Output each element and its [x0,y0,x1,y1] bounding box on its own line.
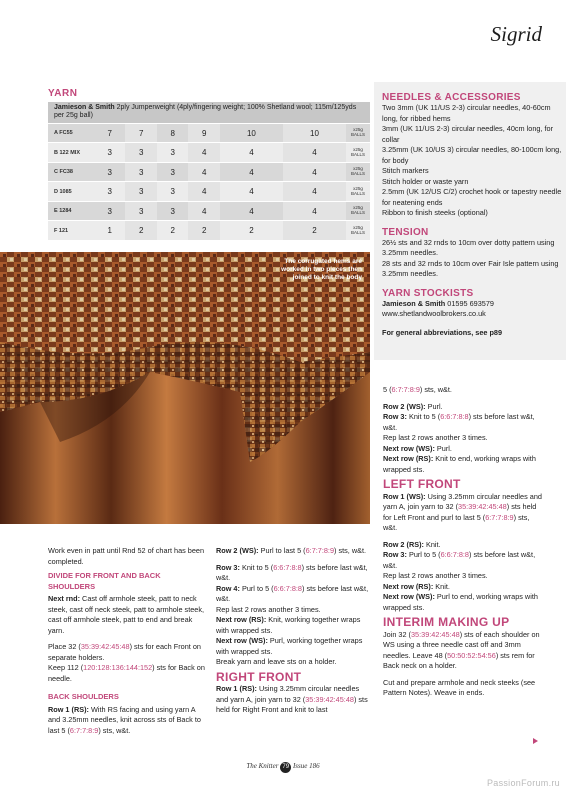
rf-row3-text: Row 3: Knit to 5 (6:6:7:8:8) sts before last w&t, w&t. [383,412,535,432]
yarn-quantity: 4 [283,162,346,182]
tension-list [382,238,562,280]
yarn-colour: D 1085 [48,182,94,202]
rf-repeat-text: Rep last 2 rows another 3 times. [383,433,488,442]
yarn-quantity: 4 [220,143,283,163]
yarn-quantity: 3 [125,182,156,202]
yarn-desc-text: 2ply Jumperweight (4ply/fingering weight; 100% Shetland wool; 115m/125yds per 25g ball) [54,104,357,120]
stockist-brand: Jamieson & Smith [382,298,446,308]
pattern-title: Sigrid [490,22,542,46]
needles-heading: NEEDLES & ACCESSORIES [382,92,521,103]
yarn-quantity: 10 [220,123,283,143]
stockist-url[interactable]: www.shetlandwoolbrokers.co.uk [382,309,486,318]
tension-heading: TENSION [382,226,429,238]
yarn-quantity: 2 [157,221,188,241]
back-row1-text: Row 1 (RS): With RS facing and using yarn A and 3.25mm needles, knit across sts of Back to last 5 (6:7:7:8:9) sts, w&t. [48,704,201,735]
yarn-quantity: 3 [94,162,125,182]
yarn-quantity: 3 [157,182,188,202]
row2-text: Row 2 (WS): Purl to last 5 (6:7:7:8:9) sts, w&t. [216,546,367,555]
col3-top-text: 5 (6:7:7:8:9) sts, w&t. [383,385,452,394]
tension-item: 26½ sts and 32 rnds to 10cm over dotty pattern using 3.25mm needles. [382,237,555,257]
page-number: 79 [280,762,291,773]
yarn-quantity: 9 [188,123,219,143]
yarn-quantity: 4 [283,182,346,202]
yarn-quantity: 3 [125,201,156,221]
column-3 [383,385,543,699]
yarn-row [48,201,370,221]
yarn-row [48,182,370,202]
yarn-quantity: 4 [283,143,346,163]
watermark: PassionForum.ru [486,778,560,788]
lf-row1-text: Row 1 (WS): Using 3.25mm circular needles and yarn A, join yarn to 32 (35:39:42:45:48) sts held for Left Front and purl to last 5 (6:7:7:8:9) sts, w&t. [383,491,542,532]
yarn-description-row [48,102,370,123]
next-rnd-text: Next rnd: Cast off armhole steek, patt to neck steek, cast off neck steek, patt to armhole steek, cast off armhole steek, patt to end and break yarn. [48,594,205,635]
needles-list [382,103,562,219]
yarn-balls-unit: x25g BALLS [346,123,370,143]
yarn-row [48,162,370,182]
intro-text: Work even in patt until Rnd 52 of chart has been completed. [48,546,205,566]
column-2 [216,546,371,716]
lf-row3-text: Row 3: Purl to 5 (6:6:7:8:8) sts before last w&t, w&t. [383,550,536,570]
yarn-quantity: 10 [283,123,346,143]
column-1 [48,546,208,736]
yarn-row [48,143,370,163]
yarn-description [48,102,370,123]
yarn-quantity: 4 [188,162,219,182]
yarn-quantity: 7 [94,123,125,143]
rf-row2-text: Row 2 (WS): Purl. [383,401,443,411]
interim-text: Join 32 (35:39:42:45:48) sts of each shoulder on WS using a three needle cast off and 3mm needles. Leave 48 (50:50:52:54:56) sts rem for Back neck on a holder. [383,629,540,670]
continue-arrow-icon [533,738,538,744]
abbreviations-note: For general abbreviations, see p89 [382,327,503,337]
yarn-quantity: 2 [125,221,156,241]
yarn-quantity: 4 [220,182,283,202]
needle-item: 2.5mm (UK 12/US C/2) crochet hook or tapestry needle for neatening ends [382,187,562,207]
yarn-quantity: 3 [94,182,125,202]
yarn-colour: C FC38 [48,162,94,182]
right-front-heading: RIGHT FRONT [216,669,302,684]
needle-item: 3.25mm (UK 10/US 3) circular needles, 80-100cm long, for body [382,145,562,165]
issue-number: Issue 186 [292,762,320,770]
yarn-quantity: 7 [125,123,156,143]
place-text: Place 32 (35:39:42:45:48) sts for each Front on separate holders. [48,642,201,662]
yarn-quantity: 2 [283,221,346,241]
yarn-quantity: 8 [157,123,188,143]
yarn-quantity: 3 [157,162,188,182]
yarn-colour: A FC55 [48,123,94,143]
yarn-rows [48,123,370,240]
yarn-quantity: 3 [94,201,125,221]
needle-item: Stitch markers [382,166,429,175]
row4-text: Row 4: Purl to 5 (6:6:7:8:8) sts before last w&t, w&t. [216,583,369,603]
stockists-heading: YARN STOCKISTS [382,287,474,299]
yarn-balls-unit: x25g BALLS [346,162,370,182]
next-row-rs-text: Next row (RS): Knit, working together wraps with wrapped sts. [216,615,361,635]
cut-text: Cut and prepare armhole and neck steeks (see Pattern Notes). Weave in ends. [383,677,536,697]
photo-caption: The corrugated hems are worked in two pieces then joined to knit the body [281,258,362,281]
lf-next-ws-text: Next row (WS): Purl to end, working wraps with wrapped sts. [383,592,538,612]
sidebar-content [382,88,562,344]
needle-item: 3mm (UK 11/US 2-3) circular needles, 40cm long, for collar [382,124,553,144]
page-footer [0,762,566,773]
interim-heading: INTERIM MAKING UP [383,615,510,629]
right-front-row1-text: Row 1 (RS): Using 3.25mm circular needles and yarn A, join yarn to 32 (35:39:42:45:48) sts held for Right Front and knit to last [216,684,368,714]
yarn-quantity: 3 [125,162,156,182]
yarn-quantity: 3 [157,201,188,221]
stockist-phone: 01595 693579 [445,298,494,308]
yarn-quantity: 2 [188,221,219,241]
lf-repeat-text: Rep last 2 rows another 3 times. [383,571,488,580]
lf-next-rs-text: Next row (RS): Knit. [383,581,450,591]
repeat-text: Rep last 2 rows another 3 times. [216,604,321,614]
yarn-quantity: 3 [94,143,125,163]
yarn-heading: YARN [48,88,78,99]
yarn-balls-unit: x25g BALLS [346,201,370,221]
back-shoulders-heading: BACK SHOULDERS [48,692,119,701]
needle-item: Stitch holder or waste yarn [382,176,469,186]
yarn-quantity: 4 [220,201,283,221]
yarn-balls-unit: x25g BALLS [346,182,370,202]
yarn-quantity: 4 [188,182,219,202]
yarn-quantity: 2 [220,221,283,241]
yarn-colour: E 1284 [48,201,94,221]
stockist-line [382,299,562,310]
yarn-quantity: 4 [220,162,283,182]
yarn-quantity: 4 [188,201,219,221]
yarn-quantity: 1 [94,221,125,241]
yarn-quantity: 3 [125,143,156,163]
rf-next-ws-text: Next row (WS): Purl. [383,443,452,453]
next-row-ws-text: Next row (WS): Purl, working together wraps with wrapped sts. [216,636,363,656]
yarn-quantity: 4 [188,143,219,163]
knitting-photo-illustration [0,252,370,524]
row3-text: Row 3: Knit to 5 (6:6:7:8:8) sts before last w&t, w&t. [216,562,368,582]
rf-next-rs-text: Next row (RS): Knit to end, working wraps with wrapped sts. [383,454,536,474]
yarn-row [48,123,370,143]
keep-text: Keep 112 (120:128:136:144:152) sts for Back on needle. [48,663,205,683]
divide-heading: DIVIDE FOR FRONT AND BACK SHOULDERS [48,571,161,591]
lf-row2-text: Row 2 (RS): Knit. [383,539,441,549]
yarn-brand: Jamieson & Smith [54,104,115,111]
left-front-heading: LEFT FRONT [383,477,461,491]
yarn-quantity: 4 [283,201,346,221]
yarn-table [48,102,370,241]
yarn-quantity: 3 [157,143,188,163]
needle-item: Two 3mm (UK 11/US 2-3) circular needles, 40-60cm long, for ribbed hems [382,103,551,123]
knitting-photo [0,252,370,524]
magazine-name: The Knitter [246,762,279,770]
yarn-colour: F 121 [48,221,94,241]
yarn-row [48,221,370,241]
yarn-colour: B 122 MIX [48,143,94,163]
tension-item: 28 sts and 32 rnds to 10cm over Fair Isle pattern using 3.25mm needles. [382,258,559,278]
break-text: Break yarn and leave sts on a holder. [216,657,337,666]
yarn-balls-unit: x25g BALLS [346,221,370,241]
needle-item: Ribbon to finish steeks (optional) [382,208,488,217]
yarn-balls-unit: x25g BALLS [346,143,370,163]
